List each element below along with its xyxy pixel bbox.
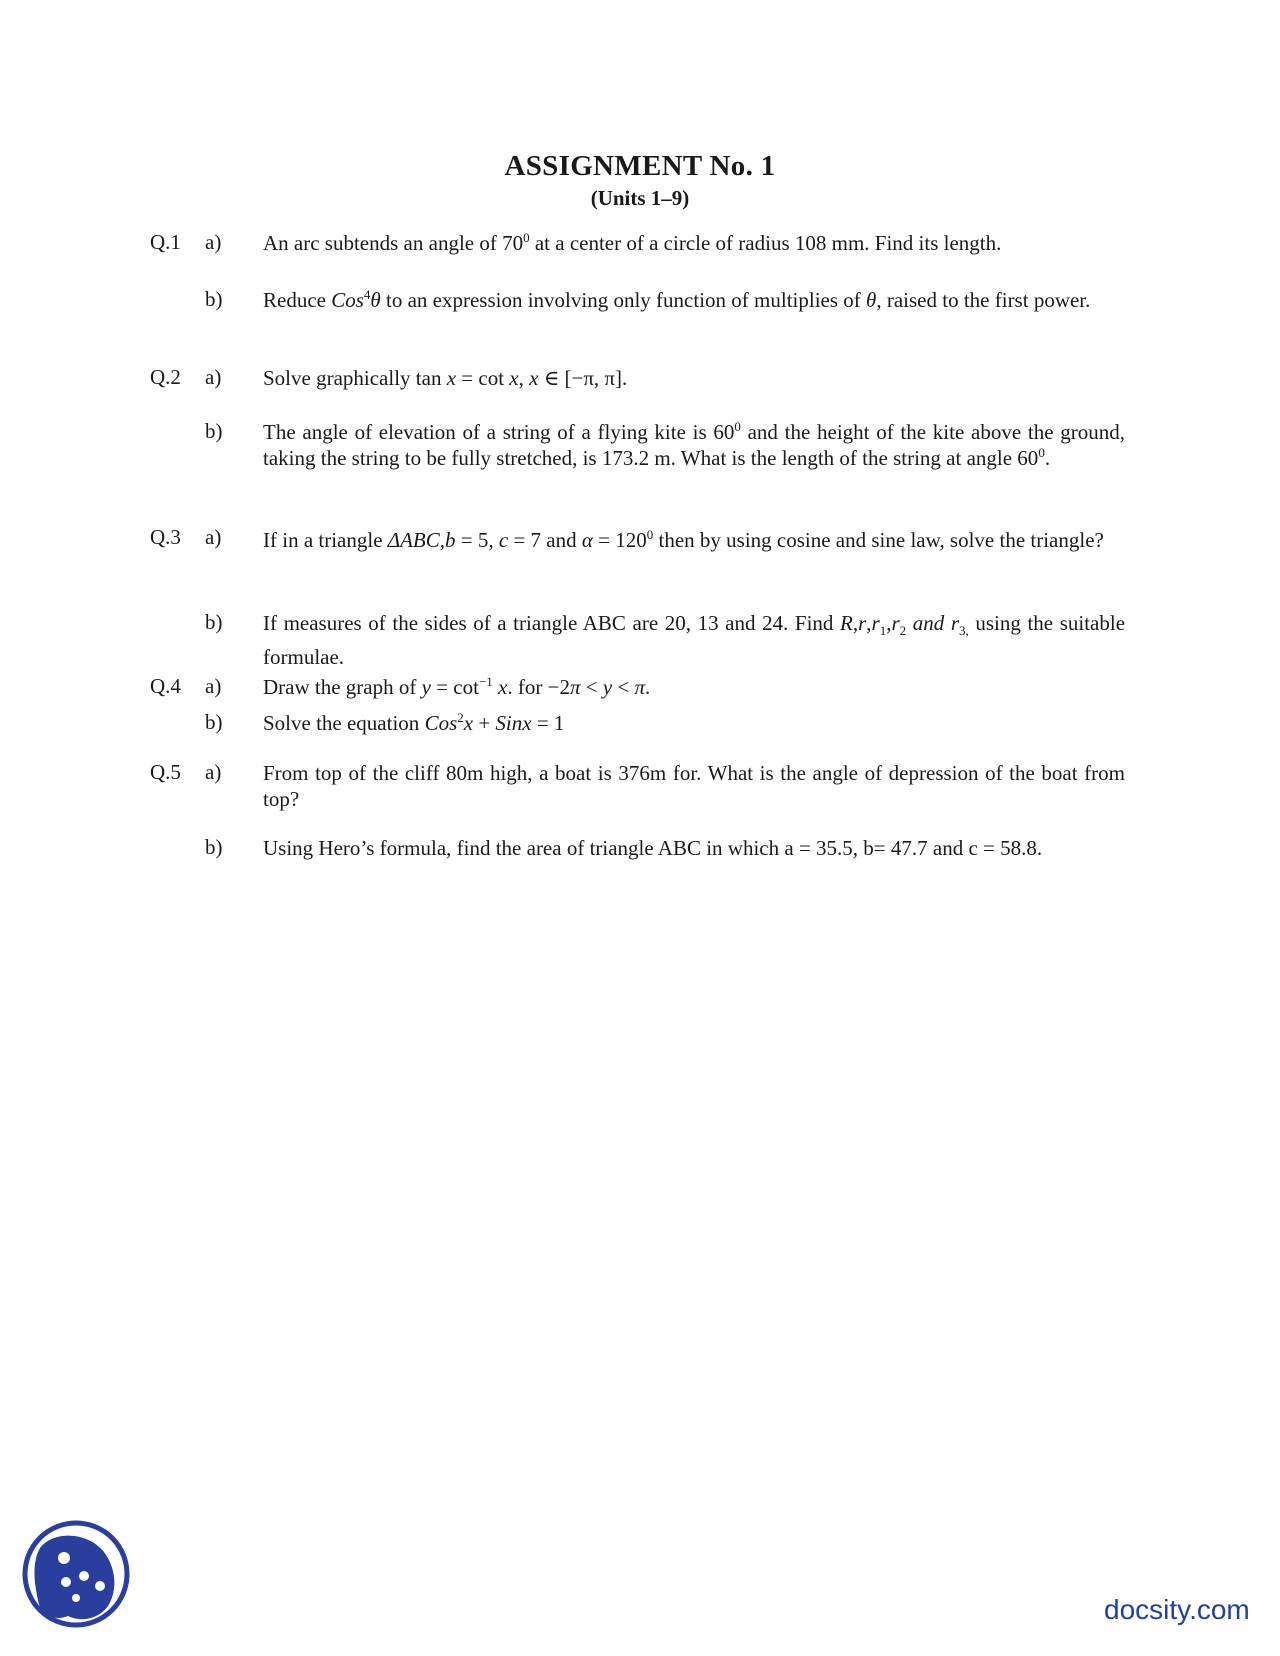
question-text: The angle of elevation of a string of a flying kite is $60^0$ and the height of the kite above the ground, taking the string to be fully stretched, is 173.2 m. What is the length of the string at angle $60^0$. bbox=[263, 419, 1125, 470]
question-label: Q.5 bbox=[150, 760, 181, 784]
question-text: Draw the graph of $y = \cot^{-1} x$. for −2π < y < π. bbox=[263, 674, 651, 699]
part-label: a) bbox=[205, 760, 222, 784]
docsity-logo-icon[interactable] bbox=[20, 1518, 132, 1630]
part-label: a) bbox=[205, 674, 222, 698]
part-label: b) bbox=[205, 610, 223, 634]
part-label: b) bbox=[205, 419, 223, 443]
part-label: b) bbox=[205, 835, 223, 859]
question-label: Q.4 bbox=[150, 674, 181, 698]
page-title: ASSIGNMENT No. 1 bbox=[504, 150, 776, 182]
question-label: Q.1 bbox=[150, 230, 181, 254]
part-label: b) bbox=[205, 287, 223, 311]
part-label: a) bbox=[205, 230, 222, 254]
page-subtitle: (Units 1–9) bbox=[590, 186, 690, 210]
question-text: Reduce Cos$^4$θ to an expression involving only function of multiplies of θ, raised to the first power. bbox=[263, 287, 1091, 312]
question-text: If measures of the sides of a triangle ABC are 20, 13 and 24. Find $R,r,r_1,r_2$ and $r_{3,}$ using the suitable formulae. bbox=[263, 611, 1126, 669]
question-text: An arc subtends an angle of $70^0$ at a center of a circle of radius 108 mm. Find its length. bbox=[263, 230, 1002, 255]
part-label: a) bbox=[205, 365, 222, 389]
question-text: Solve graphically tan x = cot x, x ∈ [−π, π]. bbox=[263, 366, 628, 390]
part-label: b) bbox=[205, 710, 223, 734]
question-text: If in a triangle ΔABC,b = 5, c = 7 and $\alpha = 120^0$ then by using cosine and sine law, solve the triangle? bbox=[263, 527, 1104, 552]
question-text: Solve the equation Cos$^2$x + Sinx = 1 bbox=[263, 710, 565, 735]
part-label: a) bbox=[205, 525, 222, 549]
brand-link[interactable]: docsity.com bbox=[1104, 1594, 1250, 1625]
question-text: Using Hero’s formula, find the area of triangle ABC in which a = 35.5, b= 47.7 and c = 58.8. bbox=[263, 836, 1043, 860]
question-label: Q.2 bbox=[150, 365, 181, 389]
question-label: Q.3 bbox=[150, 525, 181, 549]
question-text: From top of the cliff 80m high, a boat is 376m for. What is the angle of depression of the boat from top? bbox=[263, 761, 1125, 811]
